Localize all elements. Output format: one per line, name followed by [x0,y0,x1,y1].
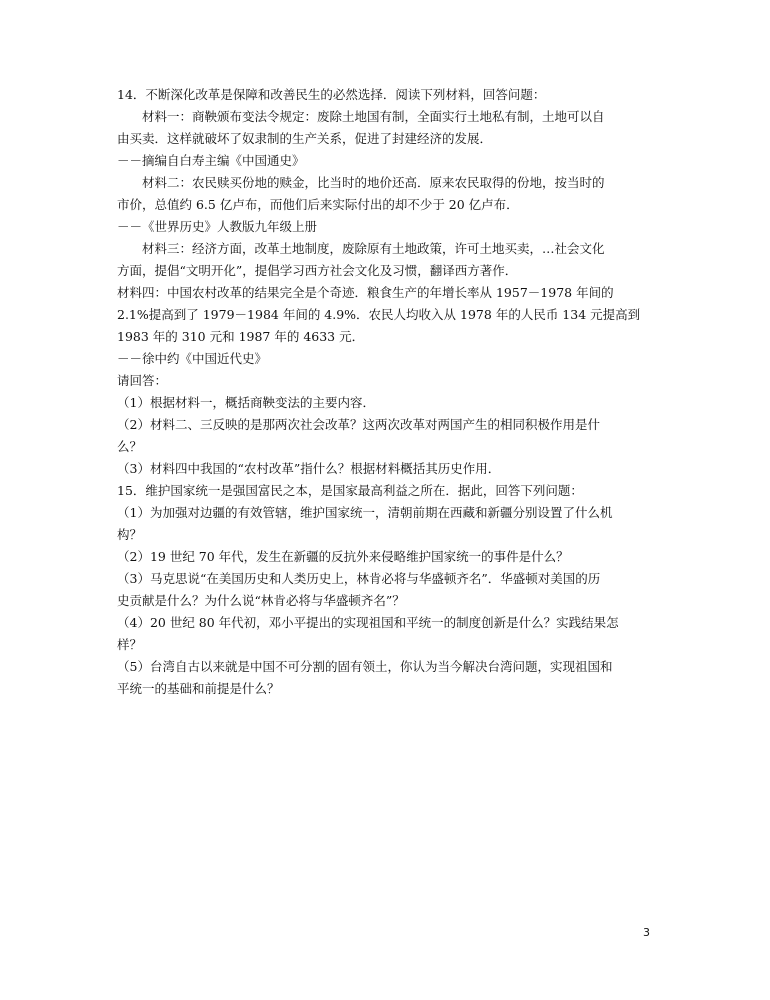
sub-question-5: （5）台湾自古以来就是中国不可分割的固有领土，你认为当今解决台湾问题，实现祖国和 [117,659,613,674]
material-4-line: 1983 年的 310 元和 1987 年的 4633 元． [117,329,365,344]
question-14 [117,84,657,480]
material-4-line: 2.1%提高到了 1979－1984 年间的 4.9%．农民人均收入从 1978 年的人民币 134 元提高到 [117,307,641,322]
page-content [117,84,657,700]
material-2-source: －－《世界历史》人教版九年级上册 [117,219,318,234]
material-2-line: 材料二：农民赎买份地的赎金，比当时的地价还高．原来农民取得的份地，按当时的 [142,175,605,190]
sub-question-3: （3）马克思说“在美国历史和人类历史上，林肯必将与华盛顿齐名”．华盛顿对美国的历 [117,571,601,586]
sub-question-1: （1）根据材料一，概括商鞅变法的主要内容． [117,395,375,410]
sub-question-2: （2）材料二、三反映的是那两次社会改革？这两次改革对两国产生的相同积极作用是什 [117,417,600,432]
sub-question-3-cont: 史贡献是什么？为什么说“林肯必将与华盛顿齐名”？ [117,593,405,608]
material-3-line: 方面，提倡“文明开化”，提倡学习西方社会文化及习惯，翻译西方著作． [117,263,518,278]
sub-question-2-cont: 么？ [117,439,143,454]
material-3-line: 材料三：经济方面，改革土地制度，废除原有土地政策，许可土地买卖，…社会文化 [142,241,605,256]
sub-question-1: （1）为加强对边疆的有效管辖，维护国家统一，清朝前期在西藏和新疆分别设置了什么机 [117,505,613,520]
sub-question-4: （4）20 世纪 80 年代初，邓小平提出的实现祖国和平统一的制度创新是什么？实践结果怎 [117,615,619,630]
sub-question-3: （3）材料四中我国的“农村改革”指什么？根据材料概括其历史作用． [117,461,501,476]
question-15 [117,480,657,700]
material-4-line: 材料四：中国农村改革的结果完全是个奇迹．粮食生产的年增长率从 1957－1978 年间的 [117,285,614,300]
material-2-line: 市价，总值约 6.5 亿卢布，而他们后来实际付出的却不少于 20 亿卢布． [117,197,519,212]
question-15-stem: 15．维护国家统一是强国富民之本，是国家最高利益之所在．据此，回答下列问题： [117,483,583,498]
sub-question-5-cont: 平统一的基础和前提是什么？ [117,681,280,696]
sub-question-1-cont: 构？ [117,527,143,542]
question-14-stem: 14．不断深化改革是保障和改善民生的必然选择．阅读下列材料，回答问题： [117,87,546,102]
material-1-source: －－摘编自白寿主编《中国通史》 [117,153,305,168]
answer-prompt: 请回答： [117,373,168,388]
sub-question-2: （2）19 世纪 70 年代，发生在新疆的反抗外来侵略维护国家统一的事件是什么？ [117,549,569,564]
material-1-line: 材料一：商鞅颁布变法令规定：废除土地国有制，全面实行土地私有制，土地可以自 [142,109,605,124]
material-1-line: 由买卖．这样就破坏了奴隶制的生产关系，促进了封建经济的发展． [117,131,493,146]
material-4-source: －－徐中约《中国近代史》 [117,351,268,366]
sub-question-4-cont: 样？ [117,637,143,652]
page-number: 3 [643,926,650,939]
